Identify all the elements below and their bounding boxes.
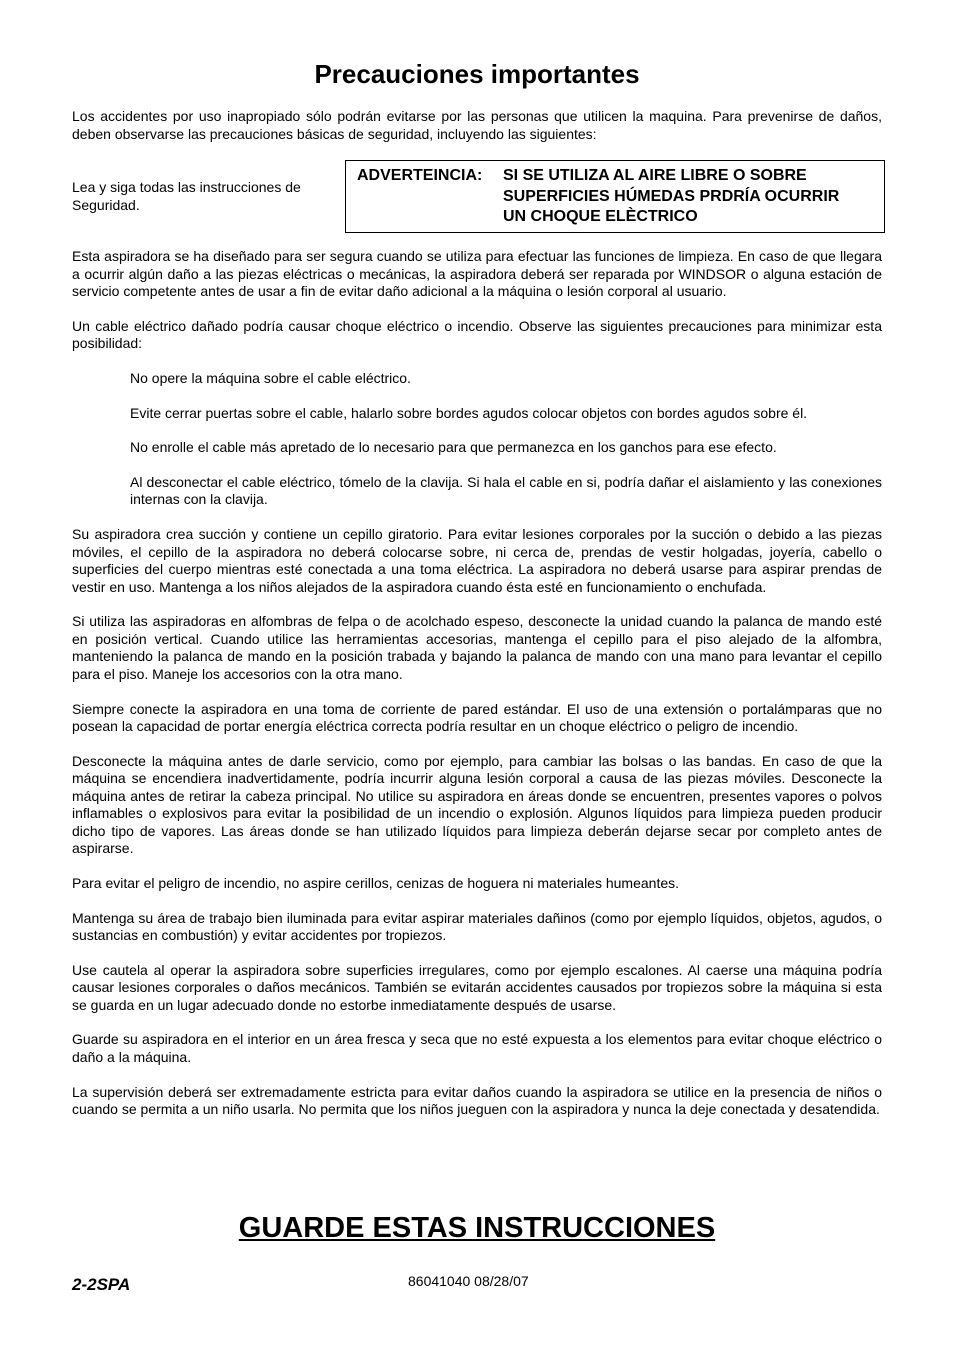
warning-line-2: SUPERFICIES HÚMEDAS PRDRÍA OCURRIR xyxy=(503,187,840,205)
paragraph-cable: Un cable eléctrico dañado podría causar choque eléctrico o incendio. Observe las siguientes precauciones para minimizar esta posibilidad: xyxy=(72,317,882,352)
body-text xyxy=(72,248,882,1136)
cable-item: No enrolle el cable más apretado de lo necesario para que permanezca en los ganchos para ese efecto. xyxy=(130,439,777,456)
paragraph-supervision: La supervisión deberá ser extremadamente estricta para evitar daños cuando la aspiradora se utilice en la presencia de niños o cuando se permita a un niño usarla. No permita que los niños jueguen con la aspiradora y nunca la deje conectada y desatendida. xyxy=(72,1083,882,1118)
paragraph-lighting: Mantenga su área de trabajo bien iluminada para evitar aspirar materiales dañinos (como por ejemplo líquidos, objetos, agudos, o sustancias en combustión) y evitar accidentes por tropiezos. xyxy=(72,909,882,944)
paragraph-fire: Para evitar el peligro de incendio, no aspire cerillos, cenizas de hoguera ni materiales humeantes. xyxy=(72,874,680,891)
warning-row xyxy=(72,160,886,235)
warning-line-3: UN CHOQUE ELÈCTRICO xyxy=(503,208,698,225)
page-number: 2-2SPA xyxy=(72,1275,131,1294)
intro-paragraph: Los accidentes por uso inapropiado sólo podrán evitarse por las personas que utilicen la maquina. Para prevenirse de daños, deben observarse las precauciones básicas de seguridad, incluyendo las siguientes: xyxy=(72,108,882,142)
warning-box xyxy=(345,160,885,233)
warning-text xyxy=(503,166,883,228)
cable-item: No opere la máquina sobre el cable eléctrico. xyxy=(130,369,411,386)
paragraph-surfaces: Use cautela al operar la aspiradora sobre superficies irregulares, como por ejemplo escalones. Al caerse una máquina podría causar lesiones corporales o daños mecánicos. También se evitarán accidentes causados por tropiezos sobre la máquina si esta se guarda en un lugar adecuado donde no estorbe inmediatamente después de usarse. xyxy=(72,961,882,1013)
lea-instructions: Lea y siga todas las instrucciones de Seguridad. xyxy=(72,179,301,213)
cable-item: Al desconectar el cable eléctrico, tómelo de la clavija. Si hala el cable en si, podría dañar el aislamiento y las conexiones internas con la clavija. xyxy=(130,473,882,508)
page-title: Precauciones importantes xyxy=(314,59,640,89)
cable-item: Evite cerrar puertas sobre el cable, halarlo sobre bordes agudos colocar objetos con bordes agudos sobre él. xyxy=(130,404,808,421)
paragraph-carpet: Si utiliza las aspiradoras en alfombras de felpa o de acolchado espeso, desconecte la unidad cuando la palanca de mando esté en posición vertical. Cuando utilice las herramientas accesorias, mantenga el cepillo para el piso alejado de la alfombra, manteniendo la palanca de mando en la posición trabada y bajando la palanca de mando con una mano para levantar el cepillo para el piso. Maneje los accesorios con la otra mano. xyxy=(72,613,882,682)
paragraph-storage: Guarde su aspiradora en el interior en un área fresca y seca que no esté expuesta a los elementos para evitar choque eléctrico o daño a la máquina. xyxy=(72,1031,882,1065)
paragraph-outlet: Siempre conecte la aspiradora en una toma de corriente de pared estándar. El uso de una extensión o portalámparas que no posean la capacidad de portar energía eléctrica correcta podría resultar en un choque eléctrico o peligro de incendio. xyxy=(72,700,882,734)
paragraph-design: Esta aspiradora se ha diseñado para ser segura cuando se utiliza para efectuar las funciones de limpieza. En caso de que llegara a ocurrir algún daño a las piezas eléctricas o mecánicas, la aspiradora deberá ser reparada por WINDSOR o alguna estación de servicio competente antes de usar a fin de evitar daño adicional a la máquina o lesión corporal al usuario. xyxy=(72,248,882,299)
paragraph-suction: Su aspiradora crea succión y contiene un cepillo giratorio. Para evitar lesiones corporales por la succión o debido a las piezas móviles, el cepillo de la aspiradora no deberá colocarse sobre, ni cerca de, prendas de vestir holgadas, joyería, cabello o superficies del cuerpo mientras esté conectada a una toma eléctrica. La aspiradora no deberá usarse para aspirar prendas de vestir en uso. Mantenga a los niños alejados de la aspiradora cuando ésta esté en funcionamiento o enchufada. xyxy=(72,526,882,595)
footer-title: GUARDE ESTAS INSTRUCCIONES xyxy=(238,1212,716,1244)
warning-label: ADVERTEINCIA: xyxy=(357,167,483,184)
warning-line-1: SI SE UTILIZA AL AIRE LIBRE O SOBRE xyxy=(503,167,807,184)
document-number: 86041040 08/28/07 xyxy=(408,1273,529,1289)
paragraph-disconnect: Desconecte la máquina antes de darle servicio, como por ejemplo, para cambiar las bolsas o las bandas. En caso de que la máquina se encendiera inadvertidamente, podría incurrir alguna lesión corporal a causa de las piezas móviles. Desconecte la máquina antes de retirar la cabeza principal. No utilice su aspiradora en áreas donde se encuentren, presentes vapores o polvos inflamables o explosivos para evitar la posibilidad de un incendio o explosión. Algunos líquidos para limpieza pueden producir dicho tipo de vapores. Las áreas donde se han utilizado líquidos para limpieza deberán dejarse secar por completo antes de aspirarse. xyxy=(72,752,882,857)
